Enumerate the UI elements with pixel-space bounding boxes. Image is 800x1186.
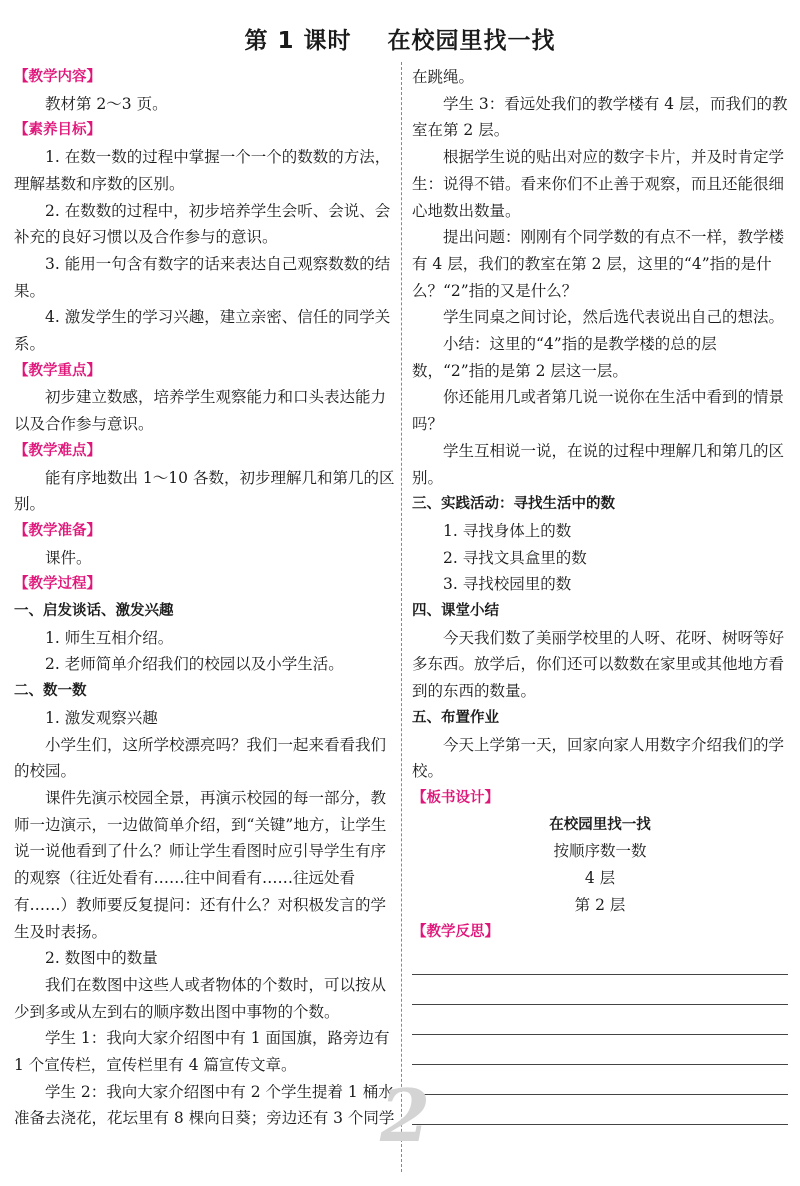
lesson-title [0,22,800,55]
section-tag-board: 【板书设计】 [412,789,499,806]
board-title: 在校园里找一找 [549,816,651,833]
list-item: 1. 师生互相介绍。 [45,628,174,647]
paragraph: 你还能用几或者第几说一说你在生活中看到的情景吗？ [412,388,785,434]
list-item: 1. 激发观察兴趣 [45,708,158,727]
paragraph: 根据学生说的贴出对应的数字卡片，并及时肯定学生：说得不错。看来你们不止善于观察，而且还能很细心地数出数量。 [412,148,785,220]
step-heading: 四、课堂小结 [412,603,499,620]
page-number: 2 [380,1073,431,1158]
list-item: 2. 老师简单介绍我们的校园以及小学生活。 [45,655,344,674]
paragraph: 课件先演示校园全景，再演示校园的每一部分，教师一边演示，一边做简单介绍，到“关键”地方，让学生说一说他看到了什么？师让学生看图时应引导学生有序的观察（往近处看有……往中间看有……往远处看有……）教师要反复提问：还有什么？对积极发言的学生及时表扬。 [14,788,387,941]
paragraph: 学生 1：我向大家介绍图中有 1 面国旗，路旁边有 1 个宣传栏，宣传栏里有 4 篇宣传文章。 [14,1029,390,1075]
section-tag-difficulties: 【教学难点】 [14,442,101,459]
paragraph: 学生同桌之间讨论，然后选代表说出自己的想法。 [443,308,785,327]
section-tag-preparation: 【教学准备】 [14,522,101,539]
reflection-lines [412,945,788,1125]
goal-item: 1. 在数一数的过程中掌握一个一个的数数的方法，理解基数和序数的区别。 [14,148,391,193]
writing-line [412,1095,788,1125]
list-item: 2. 数图中的数量 [45,949,158,968]
paragraph: 今天我们数了美丽学校里的人呀、花呀、树呀等好多东西。放学后，你们还可以数数在家里或其他地方看到的东西的数量。 [412,628,785,701]
paragraph: 学生 2：我向大家介绍图中有 2 个学生提着 1 桶水准备去浇花，花坛里有 8 棵向日葵；旁边还有 3 个同学 [14,1082,395,1128]
list-item: 2. 寻找文具盒里的数 [443,548,587,567]
writing-line [412,945,788,975]
board-line: 4 层 [584,869,616,888]
section-tag-process: 【教学过程】 [14,576,101,593]
step-heading: 三、实践活动：寻找生活中的数 [412,496,615,513]
right-column [412,64,788,1125]
paragraph: 课件。 [45,548,92,567]
step-heading: 一、启发谈话、激发兴趣 [14,603,174,620]
paragraph: 我们在数图中这些人或者物体的个数时，可以按从少到多或从左到右的顺序数出图中事物的个数。 [14,975,387,1021]
section-tag-content: 【教学内容】 [14,69,101,85]
board-line: 第 2 层 [574,895,626,914]
paragraph: 小结：这里的“4”指的是教学楼的总的层数，“2”指的是第 2 层这一层。 [412,335,717,380]
list-item: 3. 寻找校园里的数 [443,575,572,594]
paragraph: 小学生们，这所学校漂亮吗？我们一起来看看我们的校园。 [14,735,387,781]
paragraph: 在跳绳。 [412,68,475,86]
column-divider [401,62,402,1172]
writing-line [412,1035,788,1065]
paragraph: 提出问题：刚刚有个同学数的有点不一样，教学楼有 4 层，我们的教室在第 2 层，这里的“4”指的是什么？“2”指的又是什么？ [412,228,785,300]
section-tag-key-points: 【教学重点】 [14,362,101,379]
writing-line [412,975,788,1005]
step-heading: 二、数一数 [14,683,87,700]
paragraph: 学生 3：看远处我们的教学楼有 4 层，而我们的教室在第 2 层。 [412,94,788,140]
left-column [14,64,398,1132]
section-tag-reflection: 【教学反思】 [412,923,499,940]
paragraph: 初步建立数感，培养学生观察能力和口头表达能力以及合作参与意识。 [14,388,387,434]
paragraph: 学生互相说一说，在说的过程中理解几和第几的区别。 [412,441,785,487]
goal-item: 3. 能用一句含有数字的话来表达自己观察数数的结果。 [14,254,391,300]
writing-line [412,1005,788,1035]
section-tag-goals: 【素养目标】 [14,122,101,139]
goal-item: 2. 在数数的过程中，初步培养学生会听、会说、会补充的良好习惯以及合作参与的意识。 [14,201,391,247]
lesson-topic: 在校园里找一找 [387,28,556,54]
paragraph: 教材第 2～3 页。 [45,94,168,113]
paragraph: 能有序地数出 1～10 各数，初步理解几和第几的区别。 [14,468,395,514]
writing-line [412,1065,788,1095]
step-heading: 五、布置作业 [412,709,499,726]
paragraph: 今天上学第一天，回家向家人用数字介绍我们的学校。 [412,735,785,781]
goal-item: 4. 激发学生的学习兴趣，建立亲密、信任的同学关系。 [14,308,391,354]
lesson-number: 第 1 课时 [244,28,352,54]
board-line: 按顺序数一数 [553,842,647,861]
list-item: 1. 寻找身体上的数 [443,521,572,540]
